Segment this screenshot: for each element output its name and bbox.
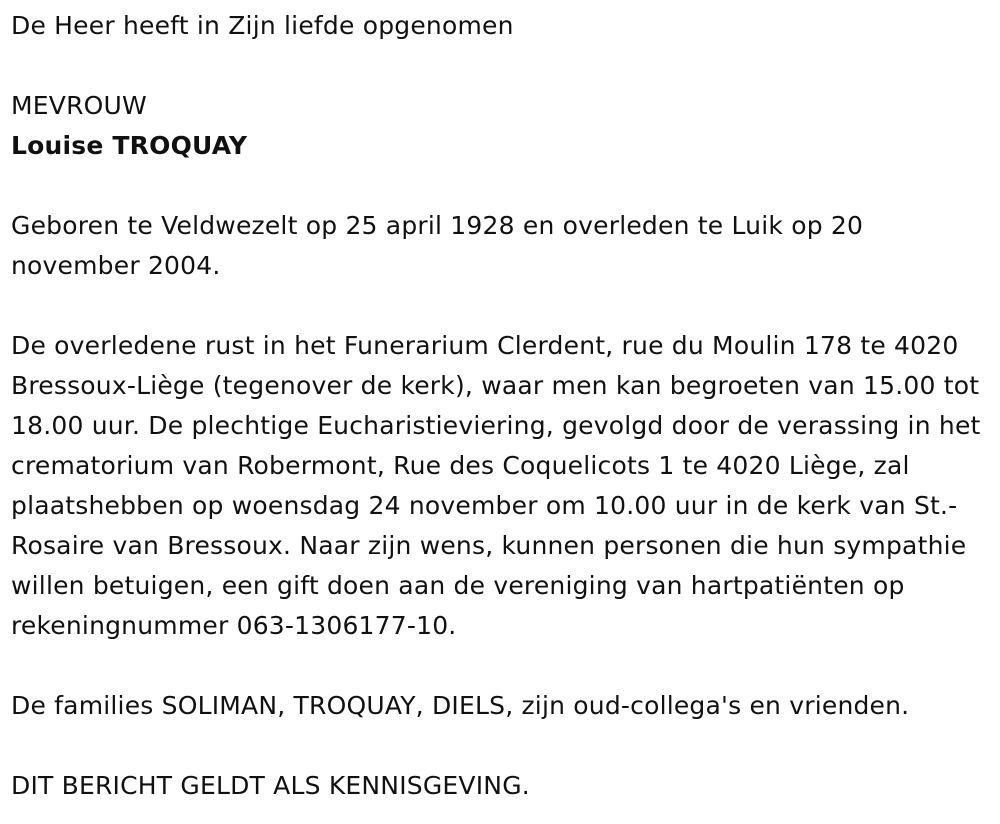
spacer [11,286,991,326]
deceased-name: Louise TROQUAY [11,131,248,160]
spacer [11,646,991,686]
spacer [11,46,991,86]
spacer [11,726,991,766]
closing-line: DIT BERICHT GELDT ALS KENNISGEVING. [11,771,530,800]
death-notice [11,6,991,806]
intro-line: De Heer heeft in Zijn liefde opgenomen [11,11,514,40]
birth-death-paragraph: Geboren te Veldwezelt op 25 april 1928 en overleden te Luik op 20 november 2004. [11,211,864,280]
spacer [11,166,991,206]
details-paragraph: De overledene rust in het Funerarium Clerdent, rue du Moulin 178 te 4020 Bressoux-Liège (tegenover de kerk), waar men kan begroeten van 15.00 tot 18.00 uur. De plechtige Eucharistieviering, gevolgd door de verassing in het crematorium van Robermont, Rue des Coquelicots 1 te 4020 Liège, zal plaatshebben op woensdag 24 november om 10.00 uur in de kerk van St.-Rosaire van Bressoux. Naar zijn wens, kunnen personen die hun sympathie willen betuigen, een gift doen aan de vereniging van hartpatiënten op rekeningnummer 063-1306177-10. [11,331,981,640]
honorific: MEVROUW [11,91,147,120]
families-paragraph: De families SOLIMAN, TROQUAY, DIELS, zijn oud-collega's en vrienden. [11,691,910,720]
